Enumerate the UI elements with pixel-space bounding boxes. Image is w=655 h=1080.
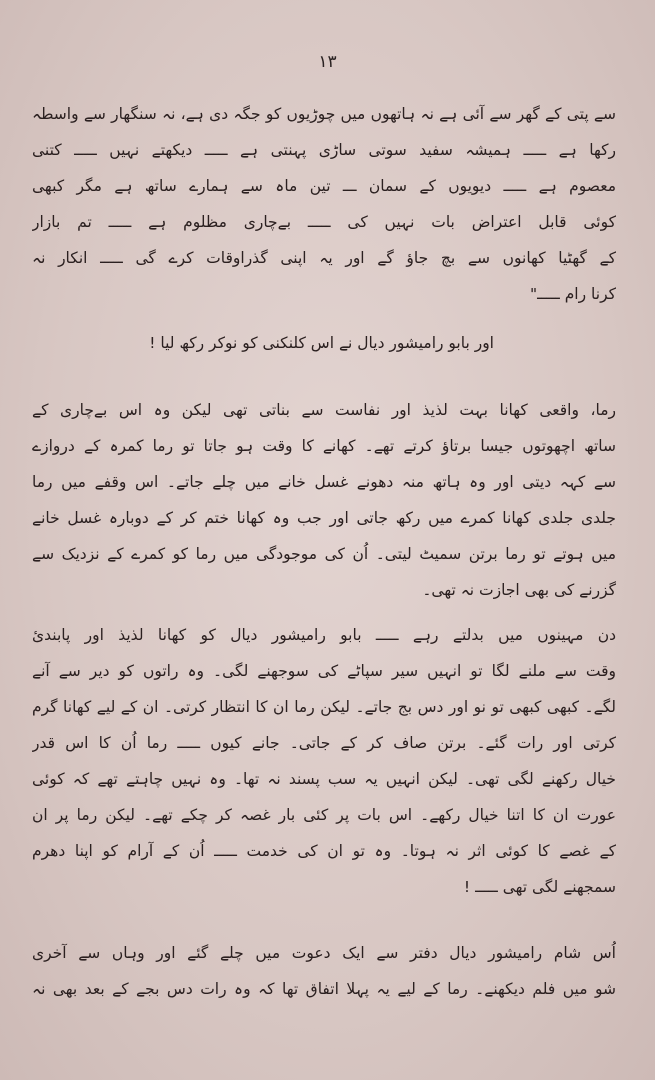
text-line: میں ہوتے تو رما برتن سمیٹ لیتی۔ اُن کی موجودگی میں رما کو کمرے کے نزدیک سے [32,545,616,563]
text-line: خیال رکھنے لگی تھی۔ لیکن انہیں یہ سب پسند نہ تھا۔ وہ نہیں چاہتے تھے کہ کوئی [32,770,616,788]
paragraph-3 [32,392,616,608]
text-line: رکھا ہے ـــــ ہمیشہ سفید سوتی ساڑی پہنتی ہے ـــــ دیکھتے نہیں ـــــ کتنی [32,141,616,159]
text-line: اُس شام رامیشور دیال دفتر سے ایک دعوت میں چلے گئے اور وہاں سے آخری [32,944,616,962]
text-line: معصوم ہے ـــــ دیویوں کے سمان ـــ تین ماہ سے ہمارے ساتھ ہے مگر کبھی [32,177,616,195]
text-line: سے پتی کے گھر سے آئی ہے نہ ہاتھوں میں چوڑیوں کو جگہ دی ہے، نہ سنگھار سے واسطہ [32,105,616,123]
paragraph-5 [32,935,616,1007]
text-line: سمجھنے لگی تھی ـــــ ! [463,878,616,896]
text-line: کرتی اور رات گئے۔ برتن صاف کر کے جاتی۔ جانے کیوں ـــــ رما اُن کا اس قدر [32,734,616,752]
text-line: جلدی جلدی کھانا کمرے میں رکھ جاتی اور جب وہ کھانا ختم کر کے دوبارہ غسل خانے [32,509,616,527]
text-line: کے غصے کا کوئی اثر نہ ہوتا۔ وہ تو ان کی خدمت ـــــ اُن کے آرام کو اپنا دھرم [32,842,616,860]
text-line: گزرنے کی بھی اجازت نہ تھی۔ [422,581,616,599]
text-line: کوئی قابل اعتراض بات نہیں کی ـــــ بےچاری مظلوم ہے ـــــ تم بازار [32,213,616,231]
text-line: اور بابو رامیشور دیال نے اس کلنکنی کو نوکر رکھ لیا ! [149,334,494,352]
text-line: ساتھ اچھوتوں جیسا برتاؤ کرتے تھے۔ کھانے کا وقت ہو جاتا تو رما کمرہ کے دروازے [32,437,616,455]
text-line: شو میں فلم دیکھنے۔ رما کے لیے یہ پہلا اتفاق تھا کہ وہ رات دس بجے کے بعد بھی نہ [32,980,616,998]
text-line: کے گھٹیا کھانوں سے بچ جاؤ گے اور یہ اپنی گذراوقات کرے گی ـــــ انکار نہ [32,249,616,267]
text-line: سے کہہ دیتی اور وہ ہاتھ منہ دھونے غسل خانے میں چلے جاتے۔ اس وقفے میں رما [32,473,616,491]
paragraph-4 [32,617,616,905]
text-line: عورت ان کا اتنا خیال رکھے۔ اس بات پر کئی بار غصہ کر چکے تھے۔ لیکن رما پر ان [32,806,616,824]
text-line: رما، واقعی کھانا بہت لذیذ اور نفاست سے بناتی تھی لیکن وہ اس بےچاری کے [32,401,616,419]
paragraph-1 [32,96,616,312]
paragraph-2 [32,325,616,361]
text-line: کرنا رام ـــــ" [529,285,616,303]
text-line: وقت سے ملنے لگا تو انہیں سیر سپاٹے کی سوجھنے لگی۔ وہ راتوں کو دیر سے آنے [32,662,616,680]
page-number: ۱۳ [318,52,337,72]
text-line: لگے۔ کبھی کبھی تو نو اور دس بج جاتے۔ لیکن رما ان کا انتظار کرتی۔ ان کے لیے کھانا گرم [32,698,616,716]
text-line: دن مہینوں میں بدلتے رہے ـــــ بابو رامیشور دیال کو کھانا لذیذ اور پابندئ [32,626,616,644]
